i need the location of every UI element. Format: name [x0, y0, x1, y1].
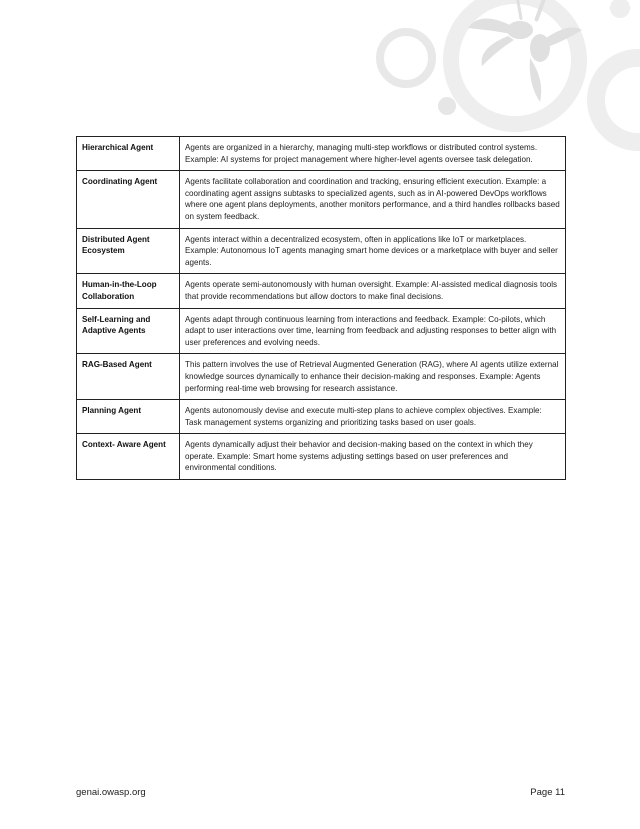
pattern-description-cell: Agents autonomously devise and execute multi-step plans to achieve complex objectives. Example: Task management systems organizing and prioritizing tasks based on user goals.: [180, 400, 566, 434]
table-row: [77, 171, 566, 228]
table-row: [77, 308, 566, 354]
pattern-description-cell: Agents are organized in a hierarchy, managing multi-step workflows or distributed control systems. Example: AI systems for project management where higher-level agents oversee task delegation.: [180, 137, 566, 171]
pattern-name-cell: Planning Agent: [77, 400, 180, 434]
pattern-name-cell: Distributed Agent Ecosystem: [77, 228, 180, 274]
pattern-name-cell: Coordinating Agent: [77, 171, 180, 228]
pattern-name-cell: RAG-Based Agent: [77, 354, 180, 400]
table-row: [77, 274, 566, 308]
pattern-description-cell: Agents operate semi-autonomously with human oversight. Example: AI-assisted medical diagnosis tools that provide recommendations but allow doctors to make final decisions.: [180, 274, 566, 308]
table-row: [77, 354, 566, 400]
pattern-name-cell: Hierarchical Agent: [77, 137, 180, 171]
pattern-name-cell: Human-in-the-Loop Collaboration: [77, 274, 180, 308]
pattern-description-cell: Agents interact within a decentralized ecosystem, often in applications like IoT or marketplaces. Example: Autonomous IoT agents managing smart home devices or a marketplace with buyer and seller agents.: [180, 228, 566, 274]
pattern-name-cell: Self-Learning and Adaptive Agents: [77, 308, 180, 354]
table-row: [77, 400, 566, 434]
table-row: [77, 228, 566, 274]
footer-page-number: Page 11: [530, 787, 565, 798]
pattern-description-cell: This pattern involves the use of Retrieval Augmented Generation (RAG), where AI agents utilize external knowledge sources dynamically to enhance their decision-making and responses. Example: Agents performing real-time web browsing for research assistance.: [180, 354, 566, 400]
agent-patterns-table: [76, 136, 566, 480]
pattern-name-cell: Context- Aware Agent: [77, 434, 180, 480]
table-body: [77, 137, 566, 480]
table-row: [77, 434, 566, 480]
logo-rings: [380, 0, 640, 142]
table-row: [77, 137, 566, 171]
footer-site-url: genai.owasp.org: [76, 787, 146, 798]
pattern-description-cell: Agents dynamically adjust their behavior and decision-making based on the context in which they operate. Example: Smart home systems adjusting settings based on user preferences and environmental conditions.: [180, 434, 566, 480]
pattern-description-cell: Agents facilitate collaboration and coordination and tracking, ensuring efficient execution. Example: a coordinating agent assigns subtasks to specialized agents, such as in AI-powered DevOps workflows where one agent plans deployments, another monitors performance, and a third handles rollbacks based on system feedback.: [180, 171, 566, 228]
pattern-description-cell: Agents adapt through continuous learning from interactions and feedback. Example: Co-pilots, which adapt to user interactions over time, learning from feedback and adjusting responses to better align with user preferences and evolving needs.: [180, 308, 566, 354]
